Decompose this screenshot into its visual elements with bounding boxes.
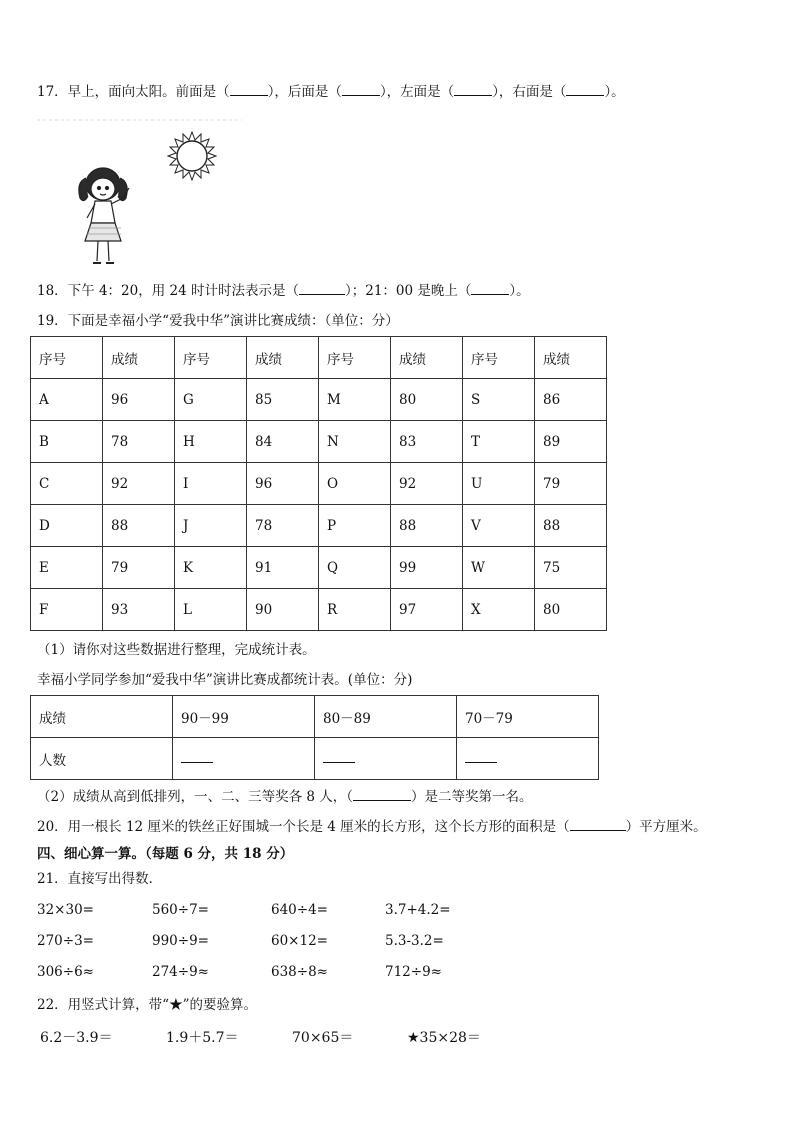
q18-text-b: ）；21：00 是晚上（ [345, 283, 472, 299]
score-table-cell: O [319, 463, 391, 505]
score-table-cell: X [463, 589, 535, 631]
question-22-intro: 22．用竖式计算，带“★”的要验算。 [37, 997, 257, 1013]
count-blank-90-99[interactable] [181, 750, 213, 763]
score-table-header-row [31, 337, 607, 379]
table-row [31, 463, 607, 505]
mental-math-problem: 640÷4= [271, 902, 328, 918]
section-4-heading: 四、细心算一算。（每题 6 分，共 18 分） [37, 846, 294, 862]
score-table-header: 序号 [319, 337, 391, 379]
score-table-cell: 92 [103, 463, 175, 505]
score-table-cell: 84 [247, 421, 319, 463]
q17-text-c: ），左面是（ [379, 84, 455, 100]
q18-text-a: 18．下午 4：20，用 24 时计时法表示是（ [37, 283, 299, 299]
stats-answer-cell[interactable] [315, 738, 457, 780]
table-row [31, 589, 607, 631]
score-table-cell: W [463, 547, 535, 589]
q19-part1: （1）请你对这些数据进行整理，完成统计表。 [37, 642, 316, 658]
mental-math-problem: 560÷7= [152, 902, 209, 918]
q18-text-c: ）。 [509, 283, 530, 299]
score-table-cell: 79 [103, 547, 175, 589]
question-20 [37, 818, 707, 836]
q17-blank-right[interactable] [566, 83, 604, 96]
q20-blank-area[interactable] [570, 818, 626, 831]
table-row [31, 421, 607, 463]
mental-math-problem: 3.7+4.2= [385, 902, 451, 918]
score-table-cell: 90 [247, 589, 319, 631]
mental-math-problem: 638÷8≈ [271, 964, 328, 980]
vertical-calc-problem: 70×65＝ [292, 1030, 354, 1046]
table-row [31, 547, 607, 589]
score-table-header: 成绩 [247, 337, 319, 379]
table-row [31, 379, 607, 421]
stats-answer-cell[interactable] [173, 738, 315, 780]
score-table-cell: I [175, 463, 247, 505]
score-table-cell: 92 [391, 463, 463, 505]
score-table-cell: 80 [391, 379, 463, 421]
score-table-cell: E [31, 547, 103, 589]
score-table-cell: D [31, 505, 103, 547]
score-table-cell: H [175, 421, 247, 463]
score-table-cell: 88 [391, 505, 463, 547]
girl-figure-icon [79, 168, 129, 263]
score-table-cell: 88 [535, 505, 607, 547]
score-table-header: 序号 [463, 337, 535, 379]
question-19-intro: 19．下面是幸福小学“爱我中华”演讲比赛成绩：（单位：分） [37, 313, 399, 329]
q19-part2-blank[interactable] [353, 788, 411, 801]
score-table-cell: T [463, 421, 535, 463]
stats-cell: 70－79 [457, 696, 599, 738]
mental-math-problem: 712÷9≈ [385, 964, 442, 980]
score-table-cell: P [319, 505, 391, 547]
mental-math-problem: 5.3-3.2= [385, 933, 444, 949]
vertical-calc-problem: ★35×28＝ [407, 1030, 481, 1046]
score-table-header: 成绩 [535, 337, 607, 379]
score-table-cell: J [175, 505, 247, 547]
mental-math-problem: 270÷3= [37, 933, 94, 949]
question-18 [37, 282, 530, 300]
stats-cell: 人数 [31, 738, 173, 780]
q17-text-a: 17．早上，面向太阳。前面是（ [37, 84, 230, 100]
score-table-cell: L [175, 589, 247, 631]
q19-part2-text-a: （2）成绩从高到低排列，一、二、三等奖各 8 人，（ [37, 789, 354, 805]
score-table-cell: 85 [247, 379, 319, 421]
score-table-header: 成绩 [103, 337, 175, 379]
q17-blank-front[interactable] [230, 83, 268, 96]
score-table-cell: V [463, 505, 535, 547]
score-table-cell: M [319, 379, 391, 421]
count-blank-70-79[interactable] [465, 750, 497, 763]
score-table-header: 序号 [31, 337, 103, 379]
score-table-cell: F [31, 589, 103, 631]
score-table-cell: 89 [535, 421, 607, 463]
stats-table-title: 幸福小学同学参加“爱我中华”演讲比赛成都统计表。(单位：分) [37, 672, 413, 688]
q17-text-d: ），右面是（ [492, 84, 567, 100]
score-table-cell: A [31, 379, 103, 421]
score-table-cell: 86 [535, 379, 607, 421]
question-21-intro: 21．直接写出得数． [37, 871, 163, 887]
stats-table [30, 695, 599, 780]
mental-math-problem: 32×30= [37, 902, 94, 918]
score-table-cell: 93 [103, 589, 175, 631]
question-17 [37, 83, 625, 101]
score-table-cell: Q [319, 547, 391, 589]
score-table-cell: B [31, 421, 103, 463]
mental-math-problem: 60×12= [271, 933, 328, 949]
q17-text-e: ）。 [604, 84, 625, 100]
q18-blank-evening[interactable] [471, 282, 509, 295]
score-table-cell: 96 [103, 379, 175, 421]
score-table-cell: 83 [391, 421, 463, 463]
count-blank-80-89[interactable] [323, 750, 355, 763]
score-table-cell: 91 [247, 547, 319, 589]
score-table-cell: C [31, 463, 103, 505]
q17-text-b: ），后面是（ [267, 84, 342, 100]
q17-blank-left[interactable] [454, 83, 492, 96]
stats-cell: 90－99 [173, 696, 315, 738]
table-row [31, 505, 607, 547]
score-table-header: 成绩 [391, 337, 463, 379]
stats-cell: 80－89 [315, 696, 457, 738]
score-table-cell: 88 [103, 505, 175, 547]
sun-icon [168, 132, 216, 180]
score-table-cell: 75 [535, 547, 607, 589]
score-table-cell: 79 [535, 463, 607, 505]
q20-text-b: ）平方厘米。 [625, 819, 707, 835]
score-table-cell: G [175, 379, 247, 421]
score-table-cell: K [175, 547, 247, 589]
girl-and-sun-illustration [37, 116, 252, 271]
mental-math-problem: 274÷9≈ [152, 964, 209, 980]
score-table-cell: 78 [247, 505, 319, 547]
mental-math-problem: 306÷6≈ [37, 964, 94, 980]
score-table-cell: 80 [535, 589, 607, 631]
score-table [30, 336, 607, 631]
score-table-cell: N [319, 421, 391, 463]
q18-blank-24h[interactable] [299, 282, 345, 295]
stats-row-score [31, 696, 599, 738]
score-table-cell: 96 [247, 463, 319, 505]
vertical-calc-problem: 1.9＋5.7＝ [166, 1030, 239, 1046]
q19-part2-text-b: ）是二等奖第一名。 [411, 789, 533, 805]
vertical-calc-problem: 6.2－3.9＝ [40, 1030, 113, 1046]
stats-row-count [31, 738, 599, 780]
score-table-cell: 97 [391, 589, 463, 631]
score-table-cell: 78 [103, 421, 175, 463]
stats-cell: 成绩 [31, 696, 173, 738]
score-table-cell: S [463, 379, 535, 421]
score-table-header: 序号 [175, 337, 247, 379]
mental-math-problem: 990÷9= [152, 933, 209, 949]
stats-answer-cell[interactable] [457, 738, 599, 780]
score-table-cell: R [319, 589, 391, 631]
score-table-cell: U [463, 463, 535, 505]
q20-text-a: 20．用一根长 12 厘米的铁丝正好围城一个长是 4 厘米的长方形，这个长方形的面积是（ [37, 819, 570, 835]
score-table-cell: 99 [391, 547, 463, 589]
q19-part2 [37, 788, 533, 806]
q17-blank-back[interactable] [342, 83, 380, 96]
